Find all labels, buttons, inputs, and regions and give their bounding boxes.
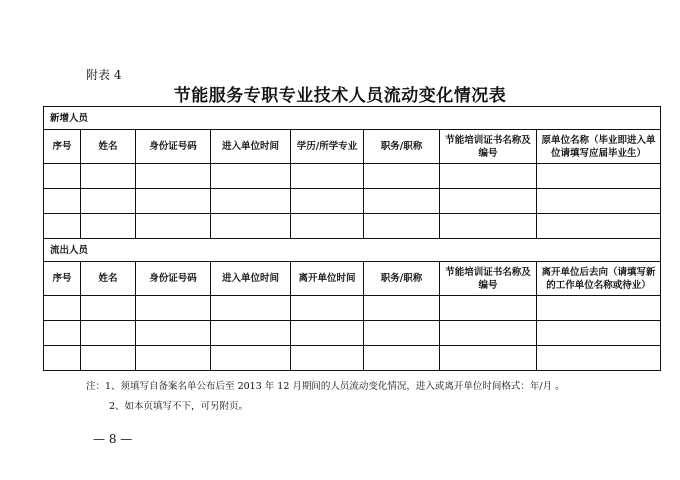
table-cell[interactable]: [364, 296, 440, 321]
table-cell[interactable]: [291, 164, 364, 189]
table-cell[interactable]: [537, 346, 661, 371]
table-cell[interactable]: [44, 214, 81, 239]
table-cell[interactable]: [291, 321, 364, 346]
table-cell[interactable]: [211, 189, 291, 214]
outgoing-section-label: 流出人员: [44, 239, 661, 262]
table-cell[interactable]: [81, 164, 136, 189]
col-header-seq: 序号: [44, 130, 81, 164]
col-header-name: 姓名: [81, 262, 136, 296]
table-cell[interactable]: [44, 321, 81, 346]
col-header-entry-date: 进入单位时间: [211, 262, 291, 296]
table-cell[interactable]: [537, 189, 661, 214]
col-header-education: 学历/所学专业: [291, 130, 364, 164]
table-cell[interactable]: [211, 164, 291, 189]
table-cell[interactable]: [440, 164, 537, 189]
annex-label: 附表 4: [86, 68, 122, 82]
table-cell[interactable]: [537, 296, 661, 321]
table-cell[interactable]: [136, 296, 211, 321]
incoming-data-row: [44, 189, 661, 214]
form-title: 节能服务专职专业技术人员流动变化情况表: [173, 86, 507, 106]
outgoing-section-row: [44, 239, 661, 262]
personnel-table: [43, 106, 661, 371]
page-number: — 8 —: [93, 432, 133, 446]
outgoing-data-row: [44, 321, 661, 346]
table-cell[interactable]: [364, 189, 440, 214]
table-cell[interactable]: [81, 296, 136, 321]
table-cell[interactable]: [211, 296, 291, 321]
col-header-id-number: 身份证号码: [136, 130, 211, 164]
table-cell[interactable]: [291, 214, 364, 239]
col-header-id-number: 身份证号码: [136, 262, 211, 296]
col-header-position: 职务/职称: [364, 130, 440, 164]
incoming-section-row: [44, 107, 661, 130]
table-cell[interactable]: [81, 189, 136, 214]
table-cell[interactable]: [364, 346, 440, 371]
table-cell[interactable]: [537, 214, 661, 239]
notes: [86, 377, 565, 417]
table-cell[interactable]: [81, 214, 136, 239]
col-header-certificate: 节能培训证书名称及编号: [440, 130, 537, 164]
incoming-data-row: [44, 164, 661, 189]
col-header-position: 职务/职称: [364, 262, 440, 296]
table-cell[interactable]: [136, 189, 211, 214]
col-header-name: 姓名: [81, 130, 136, 164]
note-line-1: 注：1、须填写自备案名单公布后至 2013 年 12 月期间的人员流动变化情况，进入或离开单位时间格式：年/月 。: [86, 381, 565, 392]
col-header-previous-employer: 原单位名称（毕业即进入单位请填写应届毕业生）: [537, 130, 661, 164]
table-cell[interactable]: [364, 164, 440, 189]
table-cell[interactable]: [136, 346, 211, 371]
table-cell[interactable]: [440, 346, 537, 371]
table-cell[interactable]: [136, 321, 211, 346]
table-cell[interactable]: [364, 214, 440, 239]
outgoing-data-row: [44, 296, 661, 321]
incoming-data-row: [44, 214, 661, 239]
table-cell[interactable]: [440, 214, 537, 239]
table-cell[interactable]: [44, 189, 81, 214]
table-cell[interactable]: [44, 346, 81, 371]
table-cell[interactable]: [81, 346, 136, 371]
outgoing-data-row: [44, 346, 661, 371]
table-cell[interactable]: [211, 214, 291, 239]
table-cell[interactable]: [291, 189, 364, 214]
col-header-destination: 离开单位后去向（请填写新的工作单位名称或待业）: [537, 262, 661, 296]
table-cell[interactable]: [44, 296, 81, 321]
table-cell[interactable]: [211, 346, 291, 371]
table-cell[interactable]: [537, 164, 661, 189]
table-cell[interactable]: [364, 321, 440, 346]
col-header-certificate: 节能培训证书名称及编号: [440, 262, 537, 296]
table-cell[interactable]: [81, 321, 136, 346]
table-cell[interactable]: [440, 321, 537, 346]
table-cell[interactable]: [44, 164, 81, 189]
col-header-entry-date: 进入单位时间: [211, 130, 291, 164]
table-cell[interactable]: [440, 189, 537, 214]
note-line-2: 2、如本页填写不下，可另附页。: [109, 401, 249, 412]
table-cell[interactable]: [211, 321, 291, 346]
outgoing-header-row: [44, 262, 661, 296]
incoming-section-label: 新增人员: [44, 107, 661, 130]
table-cell[interactable]: [440, 296, 537, 321]
table-cell[interactable]: [136, 164, 211, 189]
col-header-seq: 序号: [44, 262, 81, 296]
table-cell[interactable]: [291, 346, 364, 371]
incoming-header-row: [44, 130, 661, 164]
table-cell[interactable]: [291, 296, 364, 321]
col-header-leave-date: 离开单位时间: [291, 262, 364, 296]
table-cell[interactable]: [136, 214, 211, 239]
table-cell[interactable]: [537, 321, 661, 346]
